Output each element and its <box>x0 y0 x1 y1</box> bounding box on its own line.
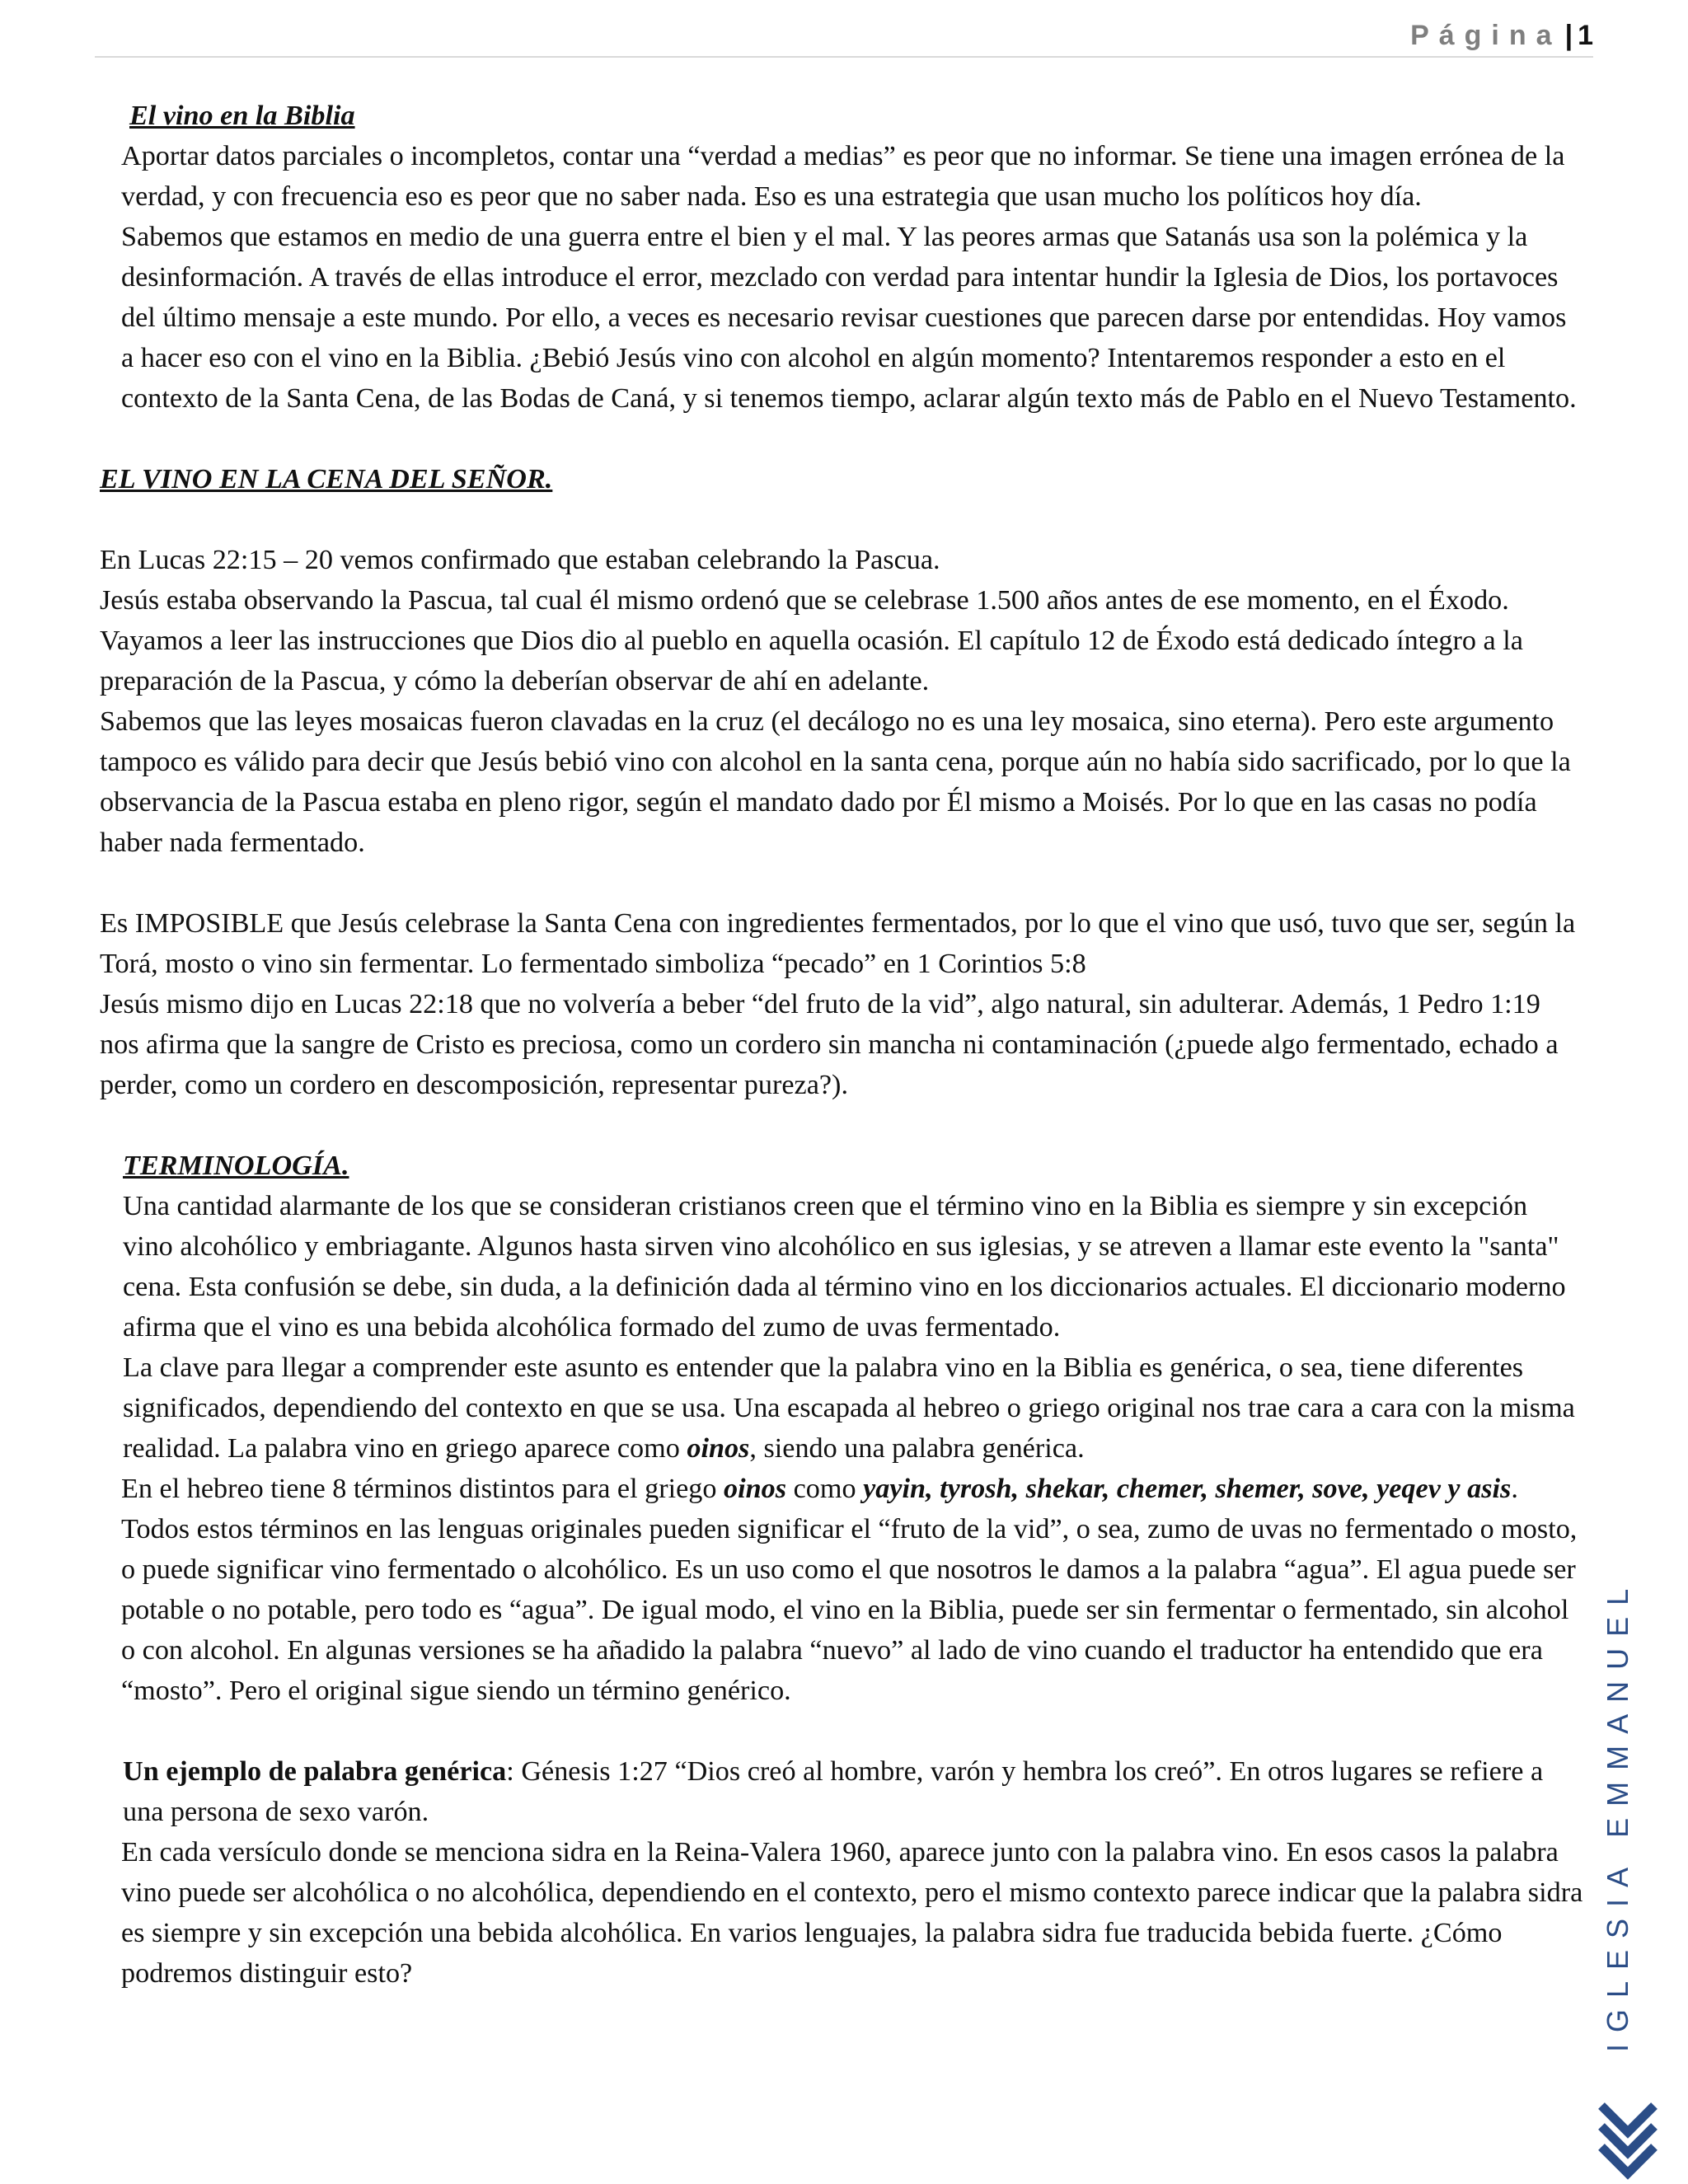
cena-paragraph-4: Es IMPOSIBLE que Jesús celebrase la Santa Cena con ingredientes fermentados, por lo que el vino que usó, tuvo que ser, según la Torá, mosto o vino sin fermentar. Lo fermentado simboliza “pecado” en 1 Corintios 5:8 <box>100 908 1576 979</box>
page-header <box>95 16 1593 58</box>
cena-paragraph-5: Jesús mismo dijo en Lucas 22:18 que no volvería a beber “del fruto de la vid”, algo natural, sin adulterar. Además, 1 Pedro 1:19 nos afirma que la sangre de Cristo es preciosa, como un cordero sin mancha ni contaminación (¿puede algo fermentado, echado a perder, como un cordero en descomposición, representar pureza?). <box>100 989 1559 1100</box>
church-logo-text: IGLESIA EMMANUEL <box>1601 1577 1634 2052</box>
terminologia-paragraph-2: La clave para llegar a comprender este asunto es entender que la palabra vino en la Biblia es genérica, o sea, tiene diferentes significados, dependiendo del contexto en que se usa. Una escapada al hebreo o griego original nos trae cara a cara con la misma realidad. La palabra vino en griego aparece como oinos, siendo una palabra genérica. <box>123 1352 1575 1464</box>
intro-paragraph-1: Aportar datos parciales o incompletos, contar una “verdad a medias” es peor que no informar. Se tiene una imagen errónea de la verdad, y con frecuencia eso es peor que no saber nada. Eso es una estrategia que usan mucho los políticos hoy día. <box>121 141 1565 212</box>
section-heading-terminologia: TERMINOLOGÍA. <box>123 1151 349 1181</box>
page-word: Página <box>1410 20 1562 51</box>
document-title: El vino en la Biblia <box>129 101 355 131</box>
terminologia-paragraph-3: En el hebreo tiene 8 términos distintos para el griego oinos como yayin, tyrosh, shekar, chemer, shemer, sove, yeqev y asis. Todos estos términos en las lenguas originales pueden significar el “fruto de la vid”, o sea, zumo de uvas no fermentado o mosto, o puede significar vino fermentado o alcohólico. Es un uso como el que nosotros le damos a la palabra “agua”. El agua puede ser potable o no potable, pero todo es “agua”. De igual modo, el vino en la Biblia, puede ser sin fermentar o fermentado, sin alcohol o con alcohol. En algunas versiones se ha añadido la palabra “nuevo” al lado de vino cuando el traductor ha entendido que era “mosto”. Pero el original sigue siendo un término genérico. <box>121 1474 1578 1706</box>
cena-paragraph-3: Sabemos que las leyes mosaicas fueron clavadas en la cruz (el decálogo no es una ley mosaica, sino eterna). Pero este argumento tampoco es válido para decir que Jesús bebió vino con alcohol en la santa cena, porque aún no había sido sacrificado, por lo que la observancia de la Pascua estaba en pleno rigor, según el mandato dado por Él mismo a Moisés. Por lo que en las casas no podía haber nada fermentado. <box>100 706 1571 858</box>
intro-paragraph-2: Sabemos que estamos en medio de una guerra entre el bien y el mal. Y las peores armas que Satanás usa son la polémica y la desinformación. A través de ellas introduce el error, mezclado con verdad para intentar hundir la Iglesia de Dios, los portavoces del último mensaje a este mundo. Por ello, a veces es necesario revisar cuestiones que parecen darse por entendidas. Hoy vamos a hacer eso con el vino en la Biblia. ¿Bebió Jesús vino con alcohol en algún momento? Intentaremos responder a esto en el contexto de la Santa Cena, de las Bodas de Caná, y si tenemos tiempo, aclarar algún texto más de Pablo en el Nuevo Testamento. <box>121 222 1577 414</box>
terminologia-paragraph-4: Un ejemplo de palabra genérica: Génesis 1:27 “Dios creó al hombre, varón y hembra los creó”. En otros lugares se refiere a una persona de sexo varón. <box>123 1756 1544 1827</box>
cena-paragraph-2: Jesús estaba observando la Pascua, tal cual él mismo ordenó que se celebrase 1.500 años antes de ese momento, en el Éxodo. Vayamos a leer las instrucciones que Dios dio al pueblo en aquella ocasión. El capítulo 12 de Éxodo está dedicado íntegro a la preparación de la Pascua, y cómo la deberían observar de ahí en adelante. <box>100 585 1523 696</box>
page-number: 1 <box>1578 20 1593 51</box>
terminologia-paragraph-5: En cada versículo donde se menciona sidra en la Reina-Valera 1960, aparece junto con la palabra vino. En esos casos la palabra vino puede ser alcohólica o no alcohólica, dependiendo en el contexto, pero el mismo contexto parece indicar que la palabra sidra es siempre y sin excepción una bebida alcohólica. En varios lenguajes, la palabra sidra fue traducida bebida fuerte. ¿Cómo podremos distinguir esto? <box>121 1837 1583 1989</box>
document-body <box>100 96 1583 1994</box>
section-heading-cena: EL VINO EN LA CENA DEL SEÑOR. <box>100 464 553 494</box>
church-logo-chevron-icon <box>1595 1644 1669 2184</box>
terminologia-paragraph-1: Una cantidad alarmante de los que se consideran cristianos creen que el término vino en la Biblia es siempre y sin excepción vino alcohólico y embriagante. Algunos hasta sirven vino alcohólico en sus iglesias, y se atreven a llamar este evento la "santa" cena. Esta confusión se debe, sin duda, a la definición dada al término vino en los diccionarios actuales. El diccionario moderno afirma que el vino es una bebida alcohólica formado del zumo de uvas fermentado. <box>123 1191 1566 1343</box>
page-number-label: Página | 1 <box>1410 20 1593 51</box>
cena-paragraph-1: En Lucas 22:15 – 20 vemos confirmado que estaban celebrando la Pascua. <box>100 545 940 575</box>
